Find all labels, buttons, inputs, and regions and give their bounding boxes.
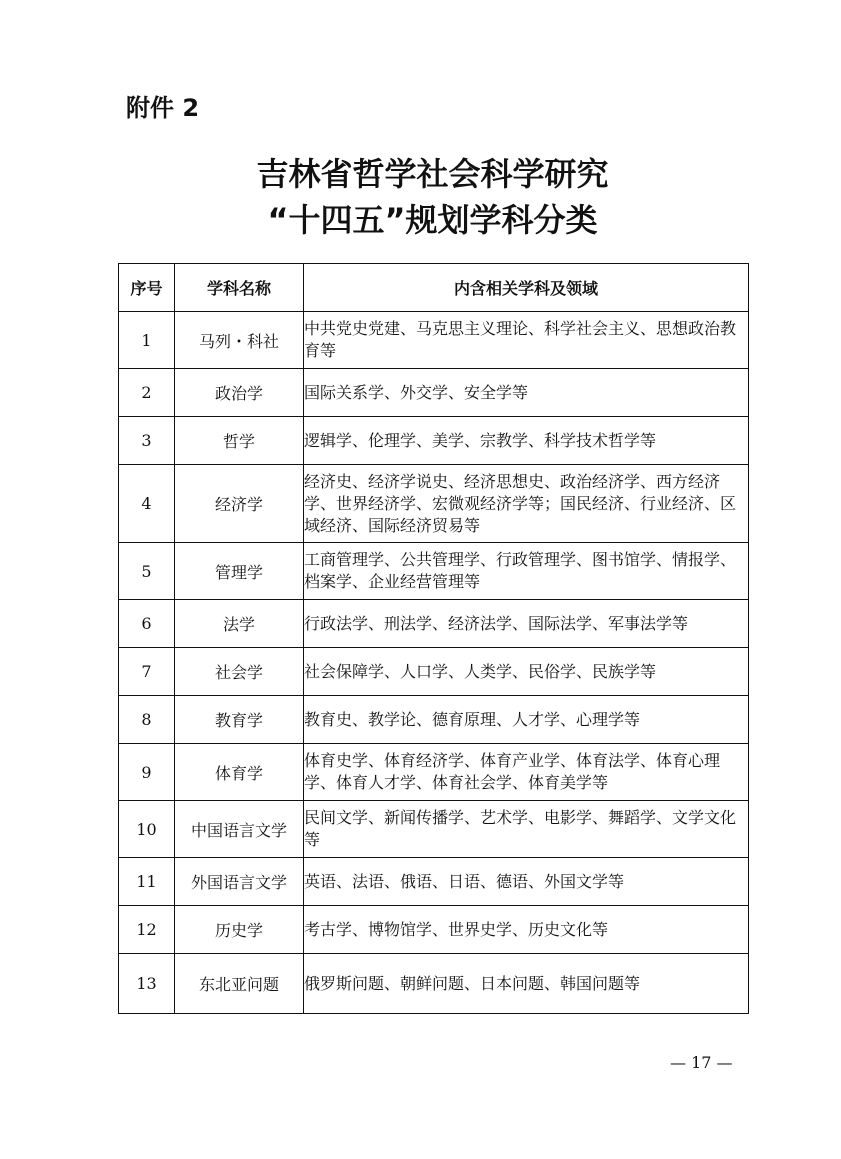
row-number: 12 — [119, 906, 175, 954]
subject-name: 管理学 — [175, 543, 304, 600]
row-number: 7 — [119, 648, 175, 696]
table-row — [119, 954, 749, 1014]
row-number: 8 — [119, 696, 175, 744]
related-fields: 中共党史党建、马克思主义理论、科学社会主义、思想政治教育等 — [304, 312, 749, 369]
related-fields: 英语、法语、俄语、日语、德语、外国文学等 — [304, 858, 749, 906]
table-row — [119, 543, 749, 600]
subject-name: 经济学 — [175, 465, 304, 543]
row-number: 10 — [119, 801, 175, 858]
subject-name: 法学 — [175, 600, 304, 648]
header-subject-name: 学科名称 — [175, 264, 304, 312]
related-fields: 逻辑学、伦理学、美学、宗教学、科学技术哲学等 — [304, 417, 749, 465]
page-number: — 17 — — [670, 1053, 733, 1072]
table-row — [119, 906, 749, 954]
table-row — [119, 369, 749, 417]
related-fields: 社会保障学、人口学、人类学、民俗学、民族学等 — [304, 648, 749, 696]
subject-name: 中国语言文学 — [175, 801, 304, 858]
document-title-line-2: “十四五”规划学科分类 — [267, 201, 598, 239]
subject-name: 教育学 — [175, 696, 304, 744]
related-fields: 体育史学、体育经济学、体育产业学、体育法学、体育心理学、体育人才学、体育社会学、体育美学等 — [304, 744, 749, 801]
related-fields: 国际关系学、外交学、安全学等 — [304, 369, 749, 417]
related-fields: 考古学、博物馆学、世界史学、历史文化等 — [304, 906, 749, 954]
row-number: 3 — [119, 417, 175, 465]
related-fields: 经济史、经济学说史、经济思想史、政治经济学、西方经济学、世界经济学、宏微观经济学等；国民经济、行业经济、区域经济、国际经济贸易等 — [304, 465, 749, 543]
subject-name: 体育学 — [175, 744, 304, 801]
table-row — [119, 801, 749, 858]
subject-name: 马列・科社 — [175, 312, 304, 369]
table-row — [119, 744, 749, 801]
table-row — [119, 858, 749, 906]
row-number: 11 — [119, 858, 175, 906]
subject-name: 社会学 — [175, 648, 304, 696]
table-row — [119, 417, 749, 465]
related-fields: 俄罗斯问题、朝鲜问题、日本问题、韩国问题等 — [304, 954, 749, 1014]
subject-name: 外国语言文学 — [175, 858, 304, 906]
table-row — [119, 312, 749, 369]
subject-name: 政治学 — [175, 369, 304, 417]
row-number: 1 — [119, 312, 175, 369]
row-number: 4 — [119, 465, 175, 543]
related-fields: 行政法学、刑法学、经济法学、国际法学、军事法学等 — [304, 600, 749, 648]
table-row — [119, 648, 749, 696]
subject-name: 东北亚问题 — [175, 954, 304, 1014]
related-fields: 工商管理学、公共管理学、行政管理学、图书馆学、情报学、档案学、企业经营管理等 — [304, 543, 749, 600]
table-row — [119, 600, 749, 648]
related-fields: 教育史、教学论、德育原理、人才学、心理学等 — [304, 696, 749, 744]
subject-name: 历史学 — [175, 906, 304, 954]
table-row — [119, 465, 749, 543]
row-number: 13 — [119, 954, 175, 1014]
row-number: 9 — [119, 744, 175, 801]
row-number: 5 — [119, 543, 175, 600]
document-title-line-1: 吉林省哲学社会科学研究 — [256, 155, 609, 193]
related-fields: 民间文学、新闻传播学、艺术学、电影学、舞蹈学、文学文化等 — [304, 801, 749, 858]
table-header-row — [119, 264, 749, 312]
row-number: 6 — [119, 600, 175, 648]
subject-name: 哲学 — [175, 417, 304, 465]
subject-classification-table — [118, 263, 749, 1014]
header-number: 序号 — [119, 264, 175, 312]
row-number: 2 — [119, 369, 175, 417]
attachment-label: 附件 2 — [126, 94, 200, 122]
header-related-fields: 内含相关学科及领域 — [304, 264, 749, 312]
table-row — [119, 696, 749, 744]
